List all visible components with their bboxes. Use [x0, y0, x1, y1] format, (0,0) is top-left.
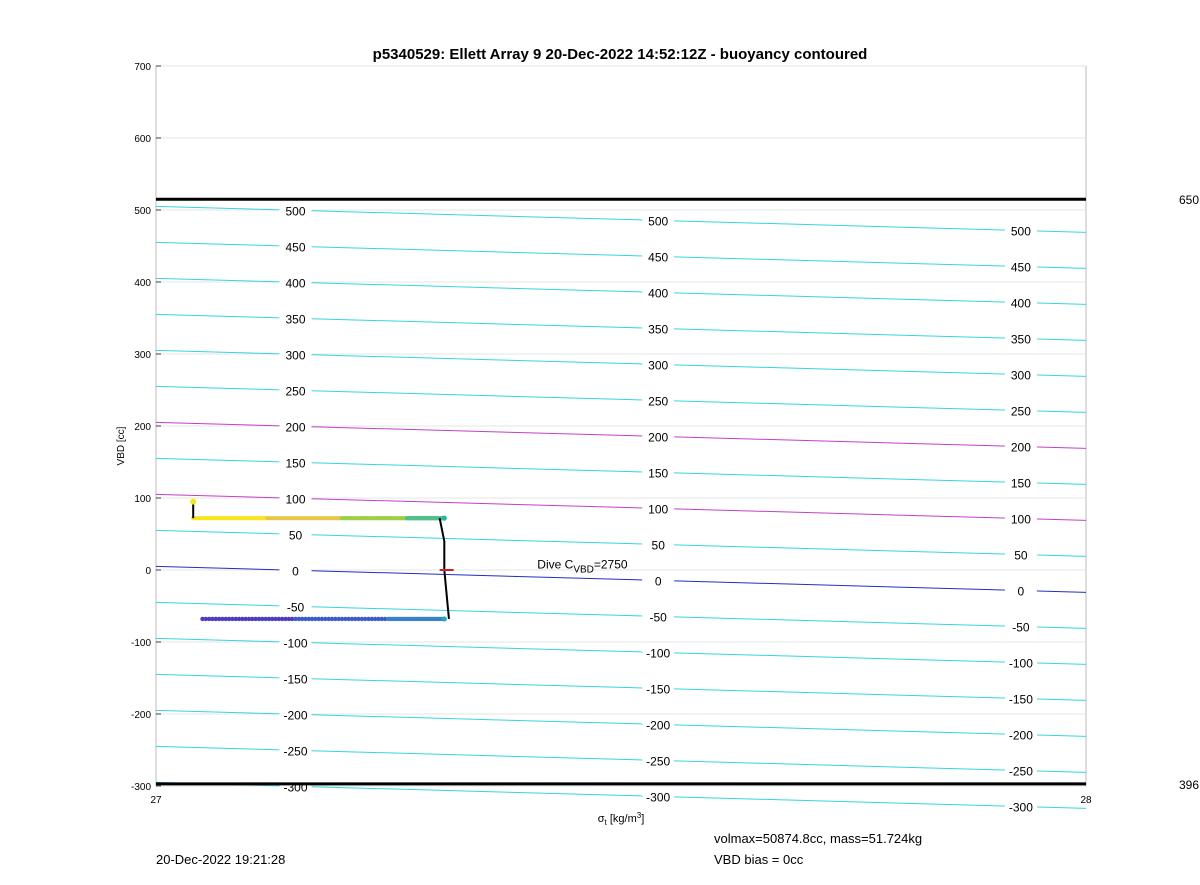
- contour-label: -300: [283, 780, 308, 795]
- y-tick-label: 400: [134, 278, 151, 289]
- contour-label: -100: [1008, 656, 1033, 671]
- page-title: p5340529: Ellett Array 9 20-Dec-2022 14:52:12Z - buoyancy contoured: [372, 46, 868, 63]
- contour-label: 250: [1010, 404, 1031, 419]
- contour-label: 500: [1010, 224, 1031, 239]
- y-tick-label: 300: [134, 350, 151, 361]
- contour-label: -150: [283, 672, 308, 687]
- contour-label: 400: [648, 286, 669, 301]
- right-axis-label: 396: [1178, 777, 1199, 792]
- y-tick-label: 700: [134, 62, 151, 73]
- contour-label: -250: [646, 754, 671, 769]
- contour-label: -150: [1008, 692, 1033, 707]
- dive-point: [442, 616, 447, 621]
- contour-label: -200: [646, 718, 671, 733]
- contour-label: 350: [648, 322, 669, 337]
- x-tick-label: 28: [1080, 795, 1092, 806]
- x-tick-label: 27: [150, 795, 162, 806]
- contour-label: 150: [1010, 476, 1031, 491]
- contour-label: 0: [292, 564, 299, 579]
- dive-cvbd-annotation: Dive $C_{VBD}=2750$: [537, 557, 628, 576]
- contour-label: 350: [1010, 332, 1031, 347]
- contour-label: 400: [285, 276, 306, 291]
- contour-label: -50: [649, 610, 667, 625]
- contour-label: 450: [648, 250, 669, 265]
- y-axis-label: VBD [cc]: [116, 426, 127, 466]
- contour-label: -100: [646, 646, 671, 661]
- right-axis-label: 650: [1178, 193, 1199, 208]
- contour-label: -300: [1008, 800, 1033, 815]
- y-tick-label: 0: [145, 566, 151, 577]
- contour-label: 250: [285, 384, 306, 399]
- contour-label: 100: [1010, 512, 1031, 527]
- contour-label: -250: [283, 744, 308, 759]
- contour-label: 350: [285, 312, 306, 327]
- y-tick-label: -100: [130, 638, 151, 649]
- contour-label: 300: [1010, 368, 1031, 383]
- contour-label: 200: [285, 420, 306, 435]
- contour-label: 500: [285, 204, 306, 219]
- contour-label: -50: [286, 600, 305, 615]
- y-tick-label: -300: [130, 782, 151, 793]
- footer-timestamp: 20-Dec-2022 19:21:28: [156, 852, 286, 867]
- contour-label: -200: [283, 708, 308, 723]
- y-tick-label: 500: [134, 206, 151, 217]
- contour-label: 50: [651, 538, 665, 553]
- contour-label: 200: [1010, 440, 1031, 455]
- y-tick-label: 100: [134, 494, 151, 505]
- x-axis-label: $\sigma_t$ $[kg/m^3]$: [597, 811, 645, 827]
- contour-label: 500: [648, 214, 669, 229]
- contour-label: -250: [1008, 764, 1033, 779]
- contour-label: 450: [1010, 260, 1031, 275]
- footer-volmax: volmax=50874.8cc, mass=51.724kg: [714, 831, 923, 846]
- contour-label: 200: [648, 430, 669, 445]
- surface-point: [190, 499, 196, 505]
- contour-label: 150: [648, 466, 669, 481]
- footer-vbd-bias: VBD bias = 0cc: [714, 852, 804, 867]
- y-tick-label: -200: [130, 710, 151, 721]
- contour-label: 100: [648, 502, 669, 517]
- contour-label: 300: [285, 348, 306, 363]
- contour-label: 0: [654, 574, 662, 589]
- contour-label: -300: [646, 790, 671, 805]
- y-tick-label: 600: [134, 134, 151, 145]
- contour-label: 450: [285, 240, 306, 255]
- contour-label: 0: [1017, 584, 1025, 599]
- contour-label: 100: [285, 492, 306, 507]
- contour-label: 50: [1014, 548, 1028, 563]
- contour-label: 400: [1010, 296, 1031, 311]
- contour-label: -200: [1008, 728, 1033, 743]
- contour-label: 150: [285, 456, 306, 471]
- contour-label: -50: [1012, 620, 1030, 635]
- contour-label: -150: [646, 682, 671, 697]
- climb-point: [442, 516, 447, 521]
- contour-label: -100: [283, 636, 308, 651]
- y-tick-label: 200: [134, 422, 151, 433]
- contour-label: 50: [288, 528, 303, 543]
- contour-label: 250: [648, 394, 669, 409]
- contour-label: 300: [648, 358, 669, 373]
